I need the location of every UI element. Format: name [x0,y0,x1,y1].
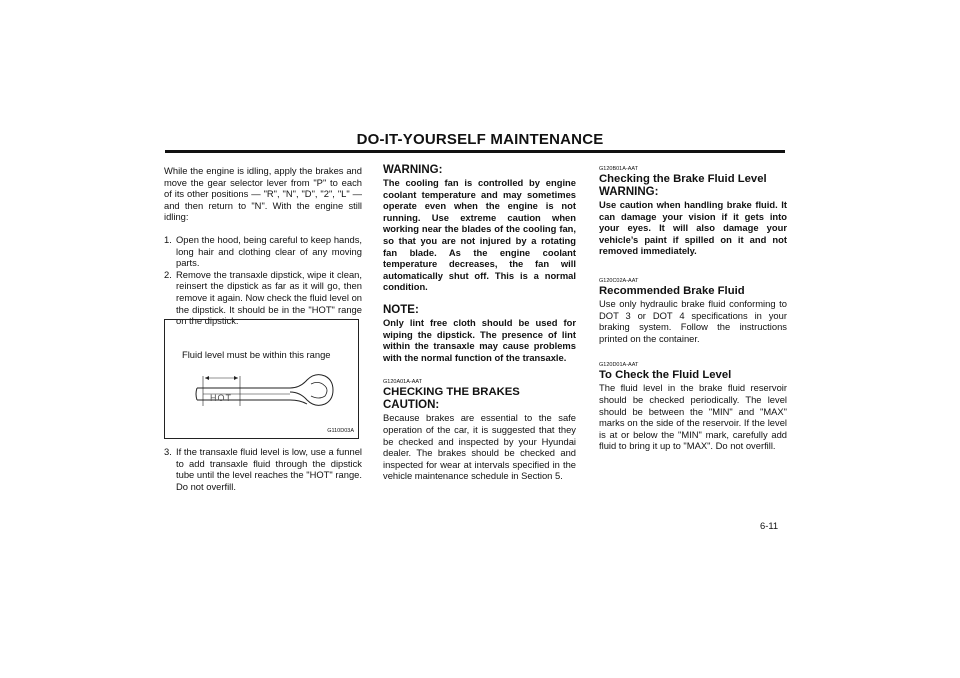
warning-heading: WARNING: [383,164,443,176]
figure-caption: Fluid level must be within this range [182,349,331,360]
step-text: If the transaxle fluid level is low, use a funnel to add transaxle fluid through the dipstick tube until the level reaches the "HOT" range. Do not overfill. [176,446,362,492]
intro-paragraph: While the engine is idling, apply the brakes and move the gear selector lever from "P" to each of its other positions — "R", "N", "D", "2", "L" — and then return to "N". With the engine still idling: [164,165,362,223]
section-code: G120C02A-AAT [599,277,639,284]
column-right [599,166,787,452]
page-title: DO-IT-YOURSELF MAINTENANCE [356,131,604,148]
section-code: G120D01A-AAT [599,362,639,369]
header-rule [165,150,785,153]
steps-list-continued [164,446,362,492]
checking-brakes-heading: CHECKING THE BRAKES [383,386,520,399]
note-heading: NOTE: [383,303,419,316]
figure-code: G110D03A [327,428,354,434]
check-fluid-text: The fluid level in the brake fluid reservoir should be checked periodically. The level should be between the "MIN" and "MAX" marks on the side of the reservoir. If the level is at or below the "MIN" mark, carefully add fluid to bring it up to "MAX". Do not overfill. [599,382,787,452]
step-item [164,234,362,269]
step-text: Remove the transaxle dipstick, wipe it clean, reinsert the dipstick as far as it will go, then remove it again. Now check the fluid level on the dipstick. It should be in the "HOT" range on the dipstick. [176,268,362,327]
column-left-lower [164,446,362,492]
caution-heading: CAUTION: [383,399,440,412]
step-number: 3. [164,446,172,457]
warning-text: The cooling fan is controlled by engine coolant temperature and may sometimes operate even when the engine is not running. Use extreme caution when working near the blades of the cooling fan, so that you are not injured by a rotating fan blade. As the engine coolant temperature decreases, the fan will automatically shut off. This is a normal condition. [383,177,576,293]
page-number: 6-11 [760,520,779,531]
step-item [164,446,362,492]
hot-marker-label: HOT [210,393,232,403]
step-number: 1. [164,233,172,245]
caution-text: Because brakes are essential to the safe operation of the car, it is suggested that they be checked and inspected by your Hyundai dealer. The brakes should be checked and inspected for wear at intervals specified in the vehicle maintenance schedule in Section 5. [383,412,576,482]
steps-list [164,234,362,327]
warning-heading: WARNING: [599,186,659,198]
dipstick-figure [164,319,359,439]
dipstick-illustration [195,366,335,414]
step-number: 2. [164,268,172,280]
check-fluid-heading: To Check the Fluid Level [599,369,732,382]
recommended-fluid-heading: Recommended Brake Fluid [599,284,745,297]
column-left [164,165,362,327]
note-text: Only lint free cloth should be used for wiping the dipstick. The presence of lint within the transaxle may cause problems with the normal function of the transaxle. [383,316,576,363]
column-middle [383,164,576,482]
section-code: G120A01A-AAT [383,379,423,386]
step-text: Open the hood, being careful to keep hands, long hair and clothing clear of any moving parts. [176,233,362,269]
section-code: G120B01A-AAT [599,166,639,172]
warning-text: Use caution when handling brake fluid. It can damage your vision if it gets into your eyes. It will also damage your vehicle’s paint if spilled on it and not removed immediately. [599,199,787,257]
brake-fluid-level-heading: Checking the Brake Fluid Level [599,173,767,185]
recommended-fluid-text: Use only hydraulic brake fluid conforming to DOT 3 or DOT 4 specifications in your braking system. Follow the instructions printed on the container. [599,297,787,344]
